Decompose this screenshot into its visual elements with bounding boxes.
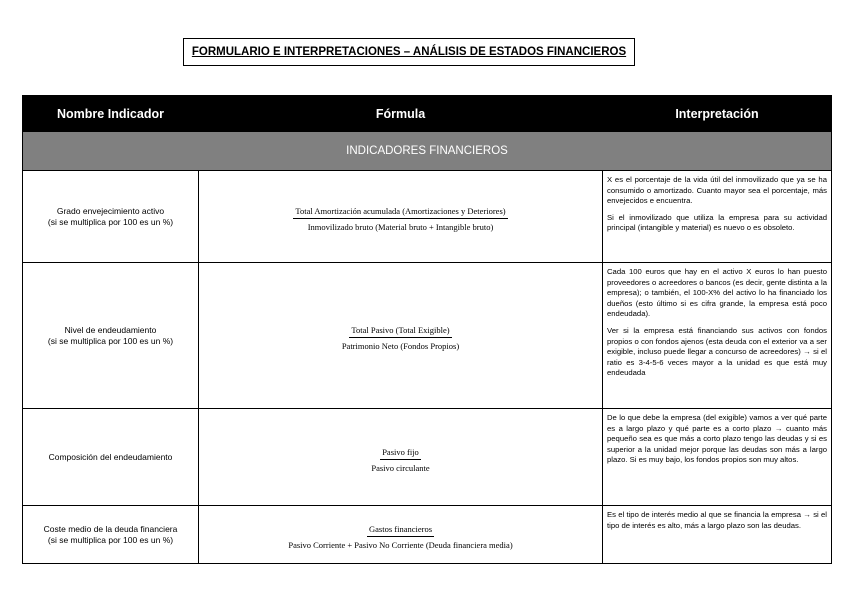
indicator-name: Nivel de endeudamiento (si se multiplica por 100 es un %) — [23, 263, 199, 409]
document-title: FORMULARIO E INTERPRETACIONES – ANÁLISIS DE ESTADOS FINANCIEROS — [183, 38, 635, 66]
formula-numerator: Total Amortización acumulada (Amortizaciones y Deteriores) — [293, 206, 507, 219]
formula-denominator: Pasivo Corriente + Pasivo No Corriente (Deuda financiera media) — [288, 540, 513, 550]
indicators-table — [22, 95, 832, 564]
formula-numerator: Total Pasivo (Total Exigible) — [349, 325, 451, 338]
header-interpretacion: Interpretación — [603, 96, 832, 132]
section-row — [23, 132, 832, 171]
formula-cell — [199, 171, 603, 263]
interpretation-paragraph: Si el inmovilizado que utiliza la empresa para su actividad principal (intangible y material) es nuevo o es obsoleto. — [607, 212, 827, 233]
formula-denominator: Pasivo circulante — [371, 462, 430, 473]
table-row — [23, 171, 832, 263]
formula-numerator: Pasivo fijo — [380, 447, 421, 460]
formula-cell — [199, 506, 603, 564]
indicator-name: Composición del endeudamiento — [23, 409, 199, 506]
interpretation-paragraph: Es el tipo de interés medio al que se financia la empresa → si el tipo de interés es alto, más a largo plazo son las deudas. — [607, 510, 827, 530]
interpretation-cell — [603, 263, 832, 409]
formula-fraction — [293, 206, 507, 232]
formula-cell — [199, 263, 603, 409]
table-row — [23, 263, 832, 409]
interpretation-cell — [603, 409, 832, 506]
formula-cell — [199, 409, 603, 506]
interpretation-paragraph: X es el porcentaje de la vida útil del inmovilizado que ya se ha consumido o amortizado. Cuanto mayor sea el porcentaje, más envejecidos e encuentra. — [607, 175, 827, 206]
table-row — [23, 409, 832, 506]
interpretation-paragraph: Cada 100 euros que hay en el activo X euros lo han puesto proveedores o acreedores o bancos (es decir, gente distinta a la empresa); o también, el 100-X% del activo lo ha financiado los dueños (esto último si es cifra grande, la empresa está poco endeudada). — [607, 267, 827, 319]
interpretation-cell — [603, 506, 832, 564]
indicator-name: Grado envejecimiento activo (si se multiplica por 100 es un %) — [23, 171, 199, 263]
formula-fraction — [288, 524, 512, 550]
header-row — [23, 96, 832, 132]
interpretation-cell — [603, 171, 832, 263]
indicator-name: Coste medio de la deuda financiera (si se multiplica por 100 es un %) — [23, 506, 199, 564]
header-formula: Fórmula — [199, 96, 603, 132]
section-title: INDICADORES FINANCIEROS — [23, 132, 832, 171]
formula-fraction — [371, 447, 429, 473]
header-nombre-indicador: Nombre Indicador — [23, 96, 199, 132]
formula-denominator: Patrimonio Neto (Fondos Propios) — [341, 341, 460, 351]
interpretation-paragraph: Ver si la empresa está financiando sus activos con fondos propios o con fondos ajenos (esta deuda con el exterior va a ser exigible, incluso puede llegar a concurso de acreedores) → si el ratio es 3-4-5-6 veces mayor a la unidad es que está muy endeudada — [607, 325, 827, 378]
formula-denominator: Inmovilizado bruto (Material bruto + Intangible bruto) — [307, 222, 494, 232]
interpretation-paragraph: De lo que debe la empresa (del exigible) vamos a ver qué parte es a largo plazo y qué parte es a corto plazo → cuanto más pequeño sea es que más a corto plazo tengo las deudas y si es superior a la unidad mejor porque las deudas son más a largo plazo. Si es muy bajo, los fondos propios son muy altos. — [607, 413, 827, 465]
formula-fraction — [342, 325, 459, 351]
table-row — [23, 506, 832, 564]
formula-numerator: Gastos financieros — [367, 524, 434, 537]
